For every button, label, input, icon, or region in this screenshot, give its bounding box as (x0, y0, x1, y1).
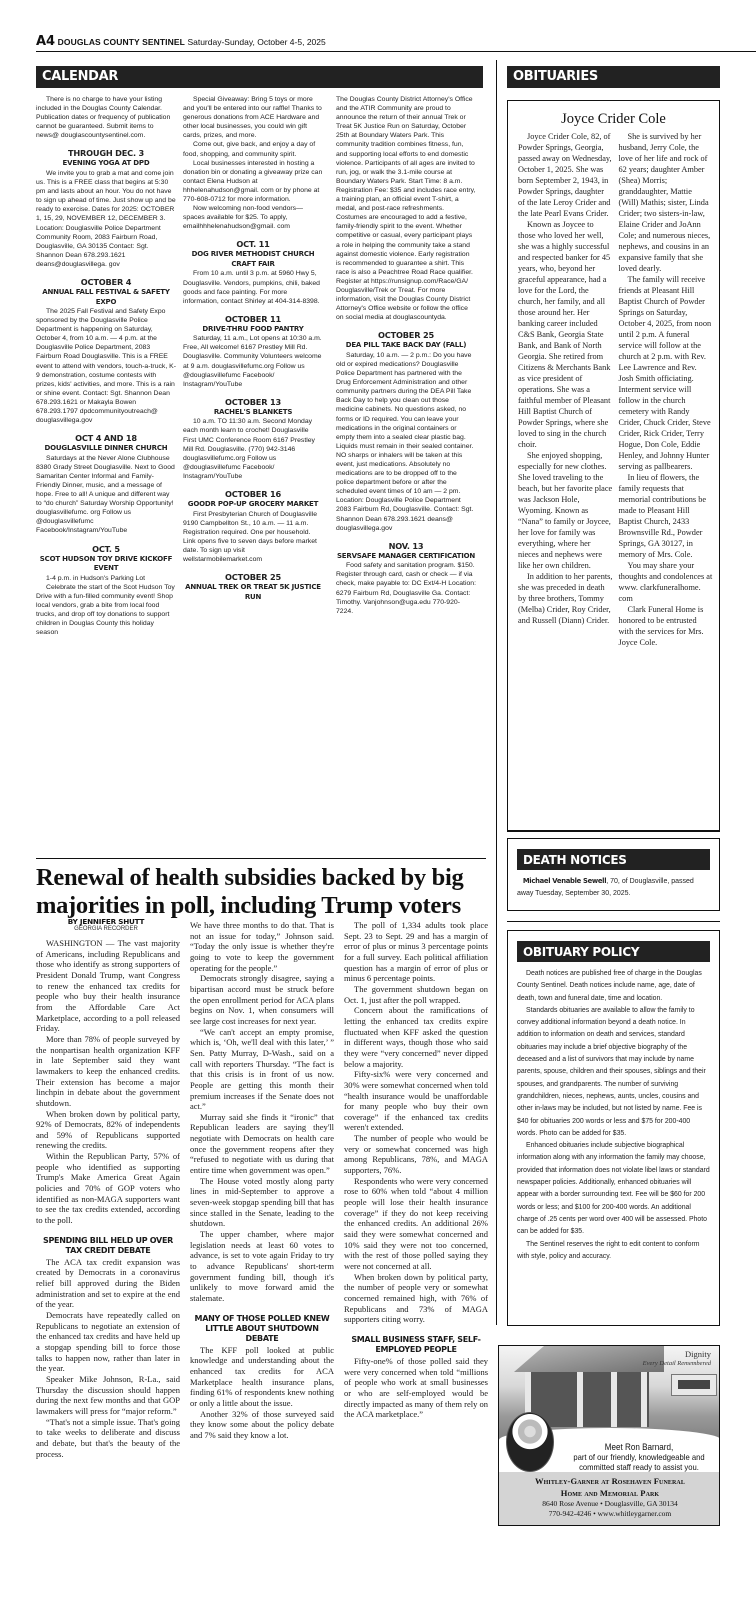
event-title: ANNUAL TREK OR TREAT 5K JUSTICE RUN (185, 583, 321, 601)
event-date: NOV. 13 (388, 540, 424, 551)
obituary-policy-header: OBITUARY POLICY (517, 941, 710, 962)
section-divider (36, 858, 486, 859)
issue-date: Saturday-Sunday, October 4-5, 2025 (187, 37, 326, 47)
obituary-paragraph: You may share your thoughts and condolences at www. clarkfuneralhome. com (618, 561, 713, 603)
article-paragraph: WASHINGTON — The vast majority of Americans, including Republicans and those who identify as strong supporters of President Donald Trump, want Congress to renew the enhanced tax credits for people who buy their health insurance from the Affordable Care Act Marketplace, according to a poll released Friday. (36, 938, 180, 1034)
funeral-home-name-line-1: Whitley-Garner at Rosehaven Funeral (535, 1476, 685, 1486)
article-paragraph: More than 78% of people surveyed by the nonpartisan health organization KFF in late September said they want lawmakers to keep the enhanced credits. Their extension has become a major linchpin in debate about the government shutdown. (36, 1033, 180, 1108)
article-paragraph: Democrats strongly disagree, saying a bipartisan accord must be struck before the open enrollment period for ACA plans begins on Nov. 1, when consumers will see large cost increases for next year. (190, 973, 334, 1026)
death-notice-entry (517, 875, 710, 900)
pillar-shape (611, 1372, 617, 1427)
obituary-paragraph: Joyce Crider Cole, 82, of Powder Springs, Georgia, passed away on Wednesday, October 1, 2025. She was born September 2, 1943, in Powder Springs, daughter of the late Leroy Crider and the late Pearl Evans Crider. (518, 132, 612, 218)
funeral-home-advertisement (498, 1345, 720, 1526)
event-body: Celebrate the start of the Scot Hudson Toy Drive with a fun-filled community event! Shop local vendors, grab a bite from local food trucks, and drop off toy donations to support children in Douglas County this holiday season (36, 583, 175, 637)
article-byline (36, 917, 176, 932)
article-column-3 (344, 920, 488, 1420)
event-title: RACHEL'S BLANKETS (213, 407, 293, 416)
policy-paragraph: Death notices are published free of charge in the Douglas County Sentinel. Death notices include name, age, date of death, town and funeral date, time and location. (517, 970, 702, 1002)
event-title: DOUGLASVILLE DINNER CHURCH (44, 444, 168, 453)
event-title: DEA PILL TAKE BACK DAY (FALL) (345, 341, 467, 350)
section-divider (507, 830, 720, 831)
event-date: OCTOBER 16 (225, 489, 281, 499)
article-column-1 (36, 938, 180, 1459)
article-paragraph: The KFF poll looked at public knowledge and understanding about the enhanced tax credits for ACA Marketplace health insurance plans, finding 61% of respondents knew nothing or only a little about the issue. (190, 1344, 334, 1408)
event-body: The Douglas County District Attorney's Office and the ATIR Community are proud to announce the return of their annual Trek or Treat 5K Justice Run on Saturday, October 25th at Boundary Waters Park. This community tradition combines fitness, fun, and supporting local efforts to end domestic violence. Participants of all ages are invited to run, jog, or walk the 3.1-mile course at Boundary Waters Park. Start Time: 8 a.m. Registration Fee: $35 and includes race entry, a training plan, an official event T-shirt, a medal, and post-race refreshments. Costumes are encouraged to add a festive, family-friendly spirit to the event. Whether competitive or casual, every participant plays a role in helping the community take a stand against domestic violence. Early registration is recommended to guarantee a shirt. This race is also a Peachtree Road Race qualifier. Register at https://runsignup.com/Race/GA/ Douglasville/Trek or Treat. For more information, visit the Douglas County District Attorney's Office website or follow the office on social media at douglascountyda. (336, 96, 476, 322)
event-date: OCTOBER 13 (225, 396, 281, 407)
article-paragraph: The government shutdown began on Oct. 1, just after the poll wrapped. (344, 983, 488, 1005)
section-divider (507, 921, 720, 922)
death-notices-header: DEATH NOTICES (517, 849, 710, 870)
event-date: OCTOBER 11 (225, 313, 281, 324)
event-title: EVENING YOGA AT DPD (62, 159, 150, 168)
article-column-2 (190, 920, 334, 1441)
policy-paragraph: Standards obituaries are available to allow the family to convey additional information beyond a death notice. In addition to information on death and services, standard obituaries may include a brief objective biography of the deceased and a list of survivors that may include by name parents, spouse, children and their spouses, siblings and their spouses, and grandparents. The number of surviving grandchildren, nieces, nephews, aunts, uncles, cousins and other in-laws may be included, but not listed by name. Fee is $40 for obituaries 200 words or less and $75 for 200-400 words. Photo can be added for $35. (517, 1006, 706, 1137)
pillar-shape (641, 1372, 647, 1427)
obituary-card (507, 100, 720, 832)
article-paragraph: Respondents who were very concerned rose to 60% when told “about 4 million people will lose their health insurance coverage” if they do not keep receiving the enhanced credits. An additional 26% said they were somewhat concerned and 10% said they were not too concerned, with the rest of those polled saying they were not concerned at all. (344, 1175, 488, 1271)
event-title: SERVSAFE MANAGER CERTIFICATION (336, 551, 476, 560)
article-subhead: SPENDING BILL HELD UP OVER TAX CREDIT DEBATE (43, 1235, 173, 1255)
page-number: A4 (36, 34, 56, 49)
ad-footer (499, 1472, 720, 1526)
article-paragraph: Murray said she finds it “ironic” that Republican leaders are saying they'll negotiate with Democrats on health care once the government reopens after they “refused to negotiate with us during that entire time when government was open.” (190, 1111, 334, 1176)
article-paragraph: The poll of 1,334 adults took place Sept. 23 to Sept. 29 and has a margin of error of plus or minus 3 percentage points for a full survey. Each political affiliation question has a margin of error of plus or minus 6 percentage points. (344, 920, 488, 984)
policy-paragraph: Enhanced obituaries include subjective biographical information along with any information the family may choose, provided that information does not violate libel laws or standard newspaper policies. Additionally, enhanced obituaries will appear with a border surrounding text. Fee will be $60 for 200 words or less; and $100 for 200-400 words. An additional charge of .25 cents per word over 400 will be assessed. Photo can be added for $35. (517, 1142, 710, 1236)
death-notices-box (507, 838, 720, 911)
article-subhead: MANY OF THOSE POLLED KNEW LITTLE ABOUT SHUTDOWN DEBATE (194, 1313, 330, 1343)
article-paragraph: We have three months to do that. That is not an issue for today,” Johnson said. “Today the only issue is whether they're going to vote to keep the government operating for the people.” (190, 920, 334, 973)
funeral-home-address: 8640 Rose Avenue • Douglasville, GA 30134 (542, 1499, 678, 1508)
obituary-policy-box (507, 930, 720, 1326)
byline-source: GEORGIA RECORDER (74, 926, 138, 932)
event-body: Saturdays at the Never Alone Clubhouse 8380 Grady Street Douglasville. Next to Good Samaritan Center Informal and Family-Friendly Dinner, music, and a message of hope. Free to all! A unique and different way to “do church” Saturday Worship Opportunity! douglasvillefumc. org Follow us @douglasvillefumc Facebook/Instagram/YouTube (36, 454, 175, 535)
page-folio (36, 34, 756, 52)
event-title: DRIVE-THRU FOOD PANTRY (202, 324, 304, 333)
obituary-paragraph: She is survived by her husband, Jerry Cole, the love of her life and rock of 62 years; daughter Amber (Shea) Morris; granddaughter, Mattie (Will) Mathis; sister, Linda Crider; two sisters-in-law, Elaine Crider and JoAnn Cole; and numerous nieces, nephews, and cousins in an expansive family that she loved dearly. (618, 132, 711, 273)
article-paragraph: Another 32% of those surveyed said they know some about the policy debate and 7% said they know a lot. (190, 1408, 334, 1440)
event-body: Saturday, 11 a.m., Lot opens at 10:30 a.m. Free, All welcome! 6167 Prestley Mill Rd. Douglasville. Community Volunteers welcome at 9 a.m. douglasvillefumc.org Follow us @douglasvillefumc Facebook/ Instagram/YouTube (183, 335, 322, 388)
article-paragraph: The ACA tax credit expansion was created by Democrats in a coronavirus relief bill approved during the Biden administration and set to expire at the end of the year. (36, 1256, 180, 1310)
obituary-column-2 (619, 131, 714, 648)
obituary-paragraph: In lieu of flowers, the family requests that memorial contributions be made to Pleasant Hill Baptist Church, 2433 Brownsville Rd., Powder Springs, GA 30127, in memory of Mrs. Cole. (618, 473, 707, 559)
article-paragraph: The House voted mostly along party lines in mid-September to approve a seven-week stopgap spending bill that has since stalled in the Senate, leading to the shutdown. (190, 1175, 334, 1229)
event-body: Saturday, 10 a.m. — 2 p.m.: Do you have old or expired medications? Douglasville Police Department has partnered with the Drug Enforcement Administration and other community partners during the DEA Pill Take Back Day to help you clean out those medicine cabinets. No questions asked, no forms or ID required. You can leave your medications in the original containers or empty them into a sealed clear plastic bag. Liquids must remain in their sealed container. NO sharps or inhalers will be taken at this event, just medications. Absolutely no medications are to be dropped off to the police department before or after the scheduled event times of 10 am — 2 pm. Location: Douglasville Police Department 2083 Fairburn Rd, Douglasville. Contact: Sgt. Shannon Dean 678.293.1621 deans@ douglasvillega.gov (336, 351, 474, 532)
article-paragraph: Concern about the ramifications of letting the enhanced tax credits expire fluctuated when KFF asked the question in different ways, though those who said they were “very concerned” never dipped below a majority. (344, 1005, 488, 1069)
death-notice-details: , 70, of Douglasville, passed away Tuesday, September 30, 2025. (517, 878, 694, 897)
event-body: Local businesses interested in hosting a donation bin or donating a giveaway prize can contact Elena Hudson at hhhelenahudson@gmail. com or by phone at 770-608-0712 for more information. (183, 159, 323, 204)
obituary-name: Joyce Crider Cole (561, 111, 666, 127)
pillar-shape (577, 1372, 583, 1427)
death-notice-name: Michael Venable Sewell (522, 877, 607, 885)
calendar-column-1 (36, 95, 176, 637)
article-paragraph: The number of people who would be very or somewhat concerned was high among Republicans, 78%, and MAGA supporters, 76%. (344, 1133, 488, 1176)
obituary-policy-text (517, 968, 710, 1263)
ad-meet-line: Meet Ron Barnard, (604, 1442, 674, 1452)
event-body: 10 a.m. TO 11:30 a.m. Second Monday each month learn to crochet! Douglasville First UMC Conference Room 6167 Prestley Mill Rd. Douglasville. (770) 942-3146 douglasvillefumc.org Follow us @douglasvillefumc Facebook/ Instagram/YouTube (183, 418, 315, 480)
event-date: OCTOBER 25 (378, 330, 434, 341)
event-body: Food safety and sanitation program. $150. Register through card, cash or check — if via check, make payable to: DC Ext/4-H Location: 6279 Fairburn Rd, Douglasville Ga. Contact: Timothy. Vanjohnson@uga.edu 770-920-7224. (336, 562, 476, 615)
event-title: DOG RIVER METHODIST CHURCH CRAFT FAIR (191, 250, 315, 268)
calendar-intro: There is no charge to have your listing included in the Douglas County Calendar. Publication dates or frequency of publication cannot be guaranteed. Submit items to news@ douglascountysentinel.com. (36, 96, 171, 140)
obituary-column-1 (518, 131, 613, 648)
staff-portrait-photo (506, 1412, 554, 1472)
article-paragraph: When broken down by political party, 92% of Democrats, 82% of independents and 59% of Republicans supported renewing the credits. (36, 1108, 180, 1151)
article-headline: Renewal of health subsidies backed by big majorities in poll, including Trump voters (36, 864, 464, 919)
funeral-home-name (499, 1475, 720, 1499)
byline-author: BY JENNIFER SHUTT (67, 917, 145, 926)
column-divider (496, 60, 497, 1325)
event-date: OCT 4 AND 18 (75, 433, 137, 444)
policy-paragraph: The Sentinel reserves the right to edit content to conform with style, policy and accuracy. (517, 1240, 700, 1260)
newspaper-name: DOUGLAS COUNTY SENTINEL (57, 37, 185, 47)
event-body: We invite you to grab a mat and come join us. This is a FREE class that begins at 5:30 pm and lasts about an hour. You do not have to sign up ahead of time. Just show up and be ready to exercise. Dates for 2025: OCTOBER 1, 15, 29, NOVEMBER 12, DECEMBER 3. Location: Douglasville Police Department Community Room, 2083 Fairburn Road, Douglasville, GA 30135 Contact: Sgt. Shannon Dean 678.293.1621 deans@douglasvillega. gov (36, 169, 176, 268)
sign-shape (671, 1374, 717, 1396)
event-body: From 10 a.m. until 3 p.m. at 5960 Hwy 5, Douglasville. Vendors, pumpkins, chili, baked goods and face painting. For more information, contact Shirley at 404-314-8398. (183, 270, 320, 305)
event-body: First Presbyterian Church of Douglasville 9190 Campbellton St., 10 a.m. — 11 a.m. Registration required. One per household. Link opens five to seven days before market date. To sign up visit wellstarmobilemarket.com (183, 510, 317, 563)
article-paragraph: Speaker Mike Johnson, R-La., said Thursday the discussion should happen during the next few months and that GOP lawmakers will press for “major reform.” (36, 1373, 180, 1416)
article-paragraph: Fifty-six% were very concerned and 30% were somewhat concerned when told “health insurance would be unaffordable for many people who buy their own coverage” if the enhanced tax credits weren't extended. (344, 1069, 488, 1133)
obituary-body (508, 131, 719, 648)
event-date: THROUGH DEC. 3 (67, 148, 145, 159)
article-paragraph: Democrats have repeatedly called on Republicans to negotiate an extension of the enhanced tax credits and have held up a stopgap spending bill to force those talks to happen now, rather than later in the year. (36, 1310, 180, 1374)
wall-shape (529, 1372, 649, 1427)
obituary-paragraph: In addition to her parents, she was preceded in death by three brothers, Tommy (Melba) Crider, Roy Crider, and Russell (Diann) Crider. (518, 572, 613, 625)
article-subhead: SMALL BUSINESS STAFF, SELF-EMPLOYED PEOPLE (351, 1334, 481, 1354)
obituary-paragraph: Known as Joycee to those who loved her well, she was a highly successful and respected banker for 45 years, who, beyond her graceful appearance, had a love for the Lord, the church, her family, and all those around her. Her banking career included C&S Bank, Georgia State Bank, and Bank of North Georgia. She retired from Citizens & Merchants Bank as vice president of operations. She was a faithful member of Pleasant Hill Baptist Church of Powder Springs, where she loved to sing in the church choir. (518, 220, 611, 449)
funeral-home-contact: 770-942-4246 • www.whitleygarner.com (548, 1509, 672, 1518)
calendar-column-3 (336, 95, 476, 616)
funeral-home-name-line-2: Home and Memorial Park (560, 1488, 660, 1498)
ad-meet-subline: part of our friendly, knowledgeable and committed staff ready to assist you. (573, 1452, 705, 1472)
event-body: Special Giveaway: Bring 5 toys or more and you'll be entered into our raffle! Thanks to generous donations from ACE Hardware and other local businesses, you could win gift cards, prizes, and more. (183, 96, 322, 140)
event-title: SCOT HUDSON TOY DRIVE KICKOFF EVENT (39, 554, 173, 573)
event-date: OCTOBER 4 (80, 277, 132, 287)
article-paragraph: When broken down by political party, the number of people very or somewhat concerned remained high, with 76% of Republicans and 73% of MAGA supporters citing worry. (344, 1271, 488, 1325)
event-title: GOODR POP-UP GROCERY MARKET (187, 500, 319, 508)
article-paragraph: “That's not a simple issue. That's going to take weeks to deliberate and discuss and debate, but that's the beauty of the process. (36, 1416, 180, 1459)
ad-brand: Dignity (685, 1349, 711, 1359)
event-body: Now welcoming non-food vendors—spaces available for $25. To apply, emailhhhelenahudson@gmail. com (183, 205, 303, 231)
obituary-paragraph: She enjoyed shopping, especially for new clothes. She loved traveling to the beach, but her favorite place was Jackson Hole, Wyoming. Known as “Nana” to family or Joycee, her love for family was everything, where her nieces and nephews were like her own children. (518, 451, 613, 570)
calendar-section-header: CALENDAR (36, 66, 483, 88)
article-paragraph: Fifty-one% of those polled said they were very concerned when told “millions of people who work at small businesses or who are self-employed would be directly impacted as many of them rely on the ACA marketplace.” (344, 1355, 488, 1420)
obituary-paragraph: Clark Funeral Home is honored to be entrusted with the services for Mrs. Joyce Cole. (618, 605, 704, 647)
event-body: 1-4 p.m. in Hudson's Parking Lot (46, 574, 146, 582)
event-title: ANNUAL FALL FESTIVAL & SAFETY EXPO (42, 288, 170, 306)
obituaries-section-header: OBITUARIES (507, 66, 720, 88)
article-paragraph: “We can't accept an empty promise, which is, ‘Oh, we'll deal with this later,’ ” Sen. Patty Murray, D-Wash., said on a call with reporters Thursday. “The fact is that this crisis is in front of us now. People are getting this month their premium increases if the Senate does not act.” (190, 1026, 334, 1112)
event-date: OCT. 5 (92, 543, 120, 554)
event-date: OCT. 11 (236, 239, 270, 250)
calendar-column-2 (183, 95, 323, 602)
event-body: Come out, give back, and enjoy a day of food, shopping, and community spirit. (183, 141, 316, 158)
event-date: OCTOBER 25 (225, 572, 281, 583)
article-paragraph: Within the Republican Party, 57% of people who identified as supporting Trump's Make America Great Again policies and 70% of GOP voters who identified as non-MAGA supporters want to see the tax credits extended, according to the poll. (36, 1151, 180, 1226)
article-paragraph: The upper chamber, where major legislation needs at least 60 votes to advance, is set to vote again Friday to try to advance Republicans' short-term government funding bill, though it's unlikely to move forward amid the stalemate. (190, 1229, 334, 1303)
roof-shape (514, 1346, 664, 1372)
obituary-paragraph: The family will receive friends at Pleasant Hill Baptist Church of Powder Springs on Saturday, October 4, 2025, from noon until 2 p.m. A funeral service will follow at the church at 2 p.m. with Rev. Lee Lawrence and Rev. Josh Smith officiating. Interment service will follow in the church cemetery with Randy Crider, Chuck Crider, Steve Crider, Rick Crider, Terry Hogue, Don Cole, Eddie Henley, and Johnny Hunter serving as pallbearers. (618, 275, 712, 471)
ad-message (567, 1442, 711, 1472)
ad-tagline: Every Detail Remembered (642, 1360, 711, 1367)
event-body: The 2025 Fall Festival and Safety Expo sponsored by the Douglasville Police Department is happening on Saturday, October 4, from 10 a.m. — 4 p.m. at the Douglasville Police Department, 2083 Fairburn Road Douglasville. This is a FREE event to attend with vendors, touch-a-truck, K-9 demonstration, costume contests with prizes, kids' activities, and more. This is a rain or shine event. Contact: Sgt. Shannon Dean 678.293.1621 or Makayla Bowen 678.293.1797 dpdcommunityoutreach@ douglasvillega.gov (36, 308, 176, 425)
